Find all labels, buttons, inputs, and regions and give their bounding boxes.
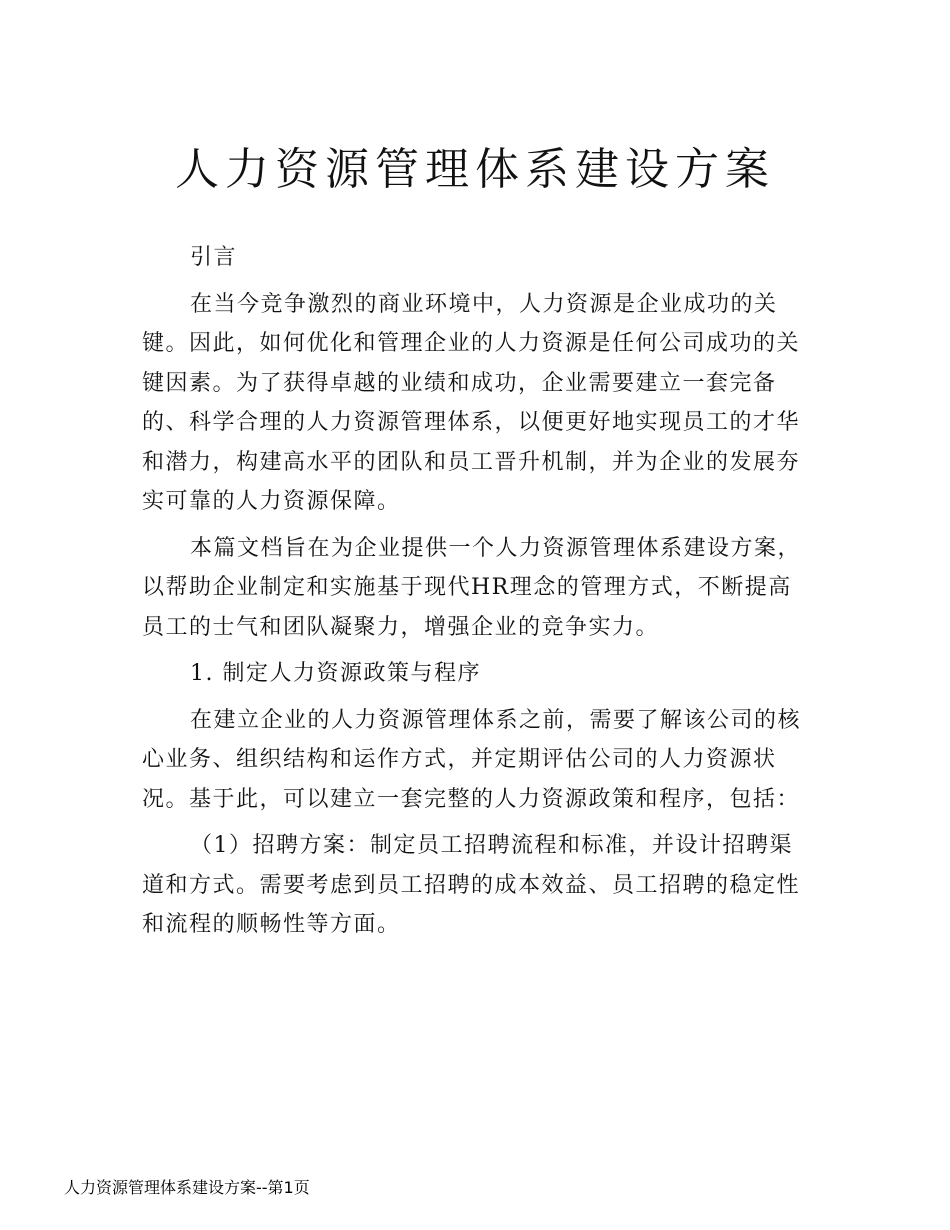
recruitment-paragraph: （1）招聘方案：制定员工招聘流程和标准，并设计招聘渠道和方式。需要考虑到员工招聘的成本效益、员工招聘的稳定性和流程的顺畅性等方面。 [142,833,801,937]
page-title: 人力资源管理体系建设方案 [175,144,775,195]
section-1-paragraph: 在建立企业的人力资源管理体系之前，需要了解该公司的核心业务、组织结构和运作方式，并定期评估公司的人力资源状况。基于此，可以建立一套完整的人力资源政策和程序，包括： [142,707,802,812]
document-body [142,238,812,952]
purpose-paragraph: 本篇文档旨在为企业提供一个人力资源管理体系建设方案，以帮助企业制定和实施基于现代HR理念的管理方式，不断提高员工的士气和团队凝聚力，增强企业的竞争实力。 [142,535,802,640]
intro-paragraph: 在当今竞争激烈的商业环境中，人力资源是企业成功的关键。因此，如何优化和管理企业的人力资源是任何公司成功的关键因素。为了获得卓越的业绩和成功，企业需要建立一套完备的、科学合理的人力资源管理体系，以便更好地实现员工的才华和潜力，构建高水平的团队和员工晋升机制，并为企业的发展夯实可靠的人力资源保障。 [142,291,801,514]
intro-heading: 引言 [190,245,238,270]
section-heading-1: 1. 制定人力资源政策与程序 [190,661,481,686]
page-footer: 人力资源管理体系建设方案--第1页 [64,1178,310,1197]
